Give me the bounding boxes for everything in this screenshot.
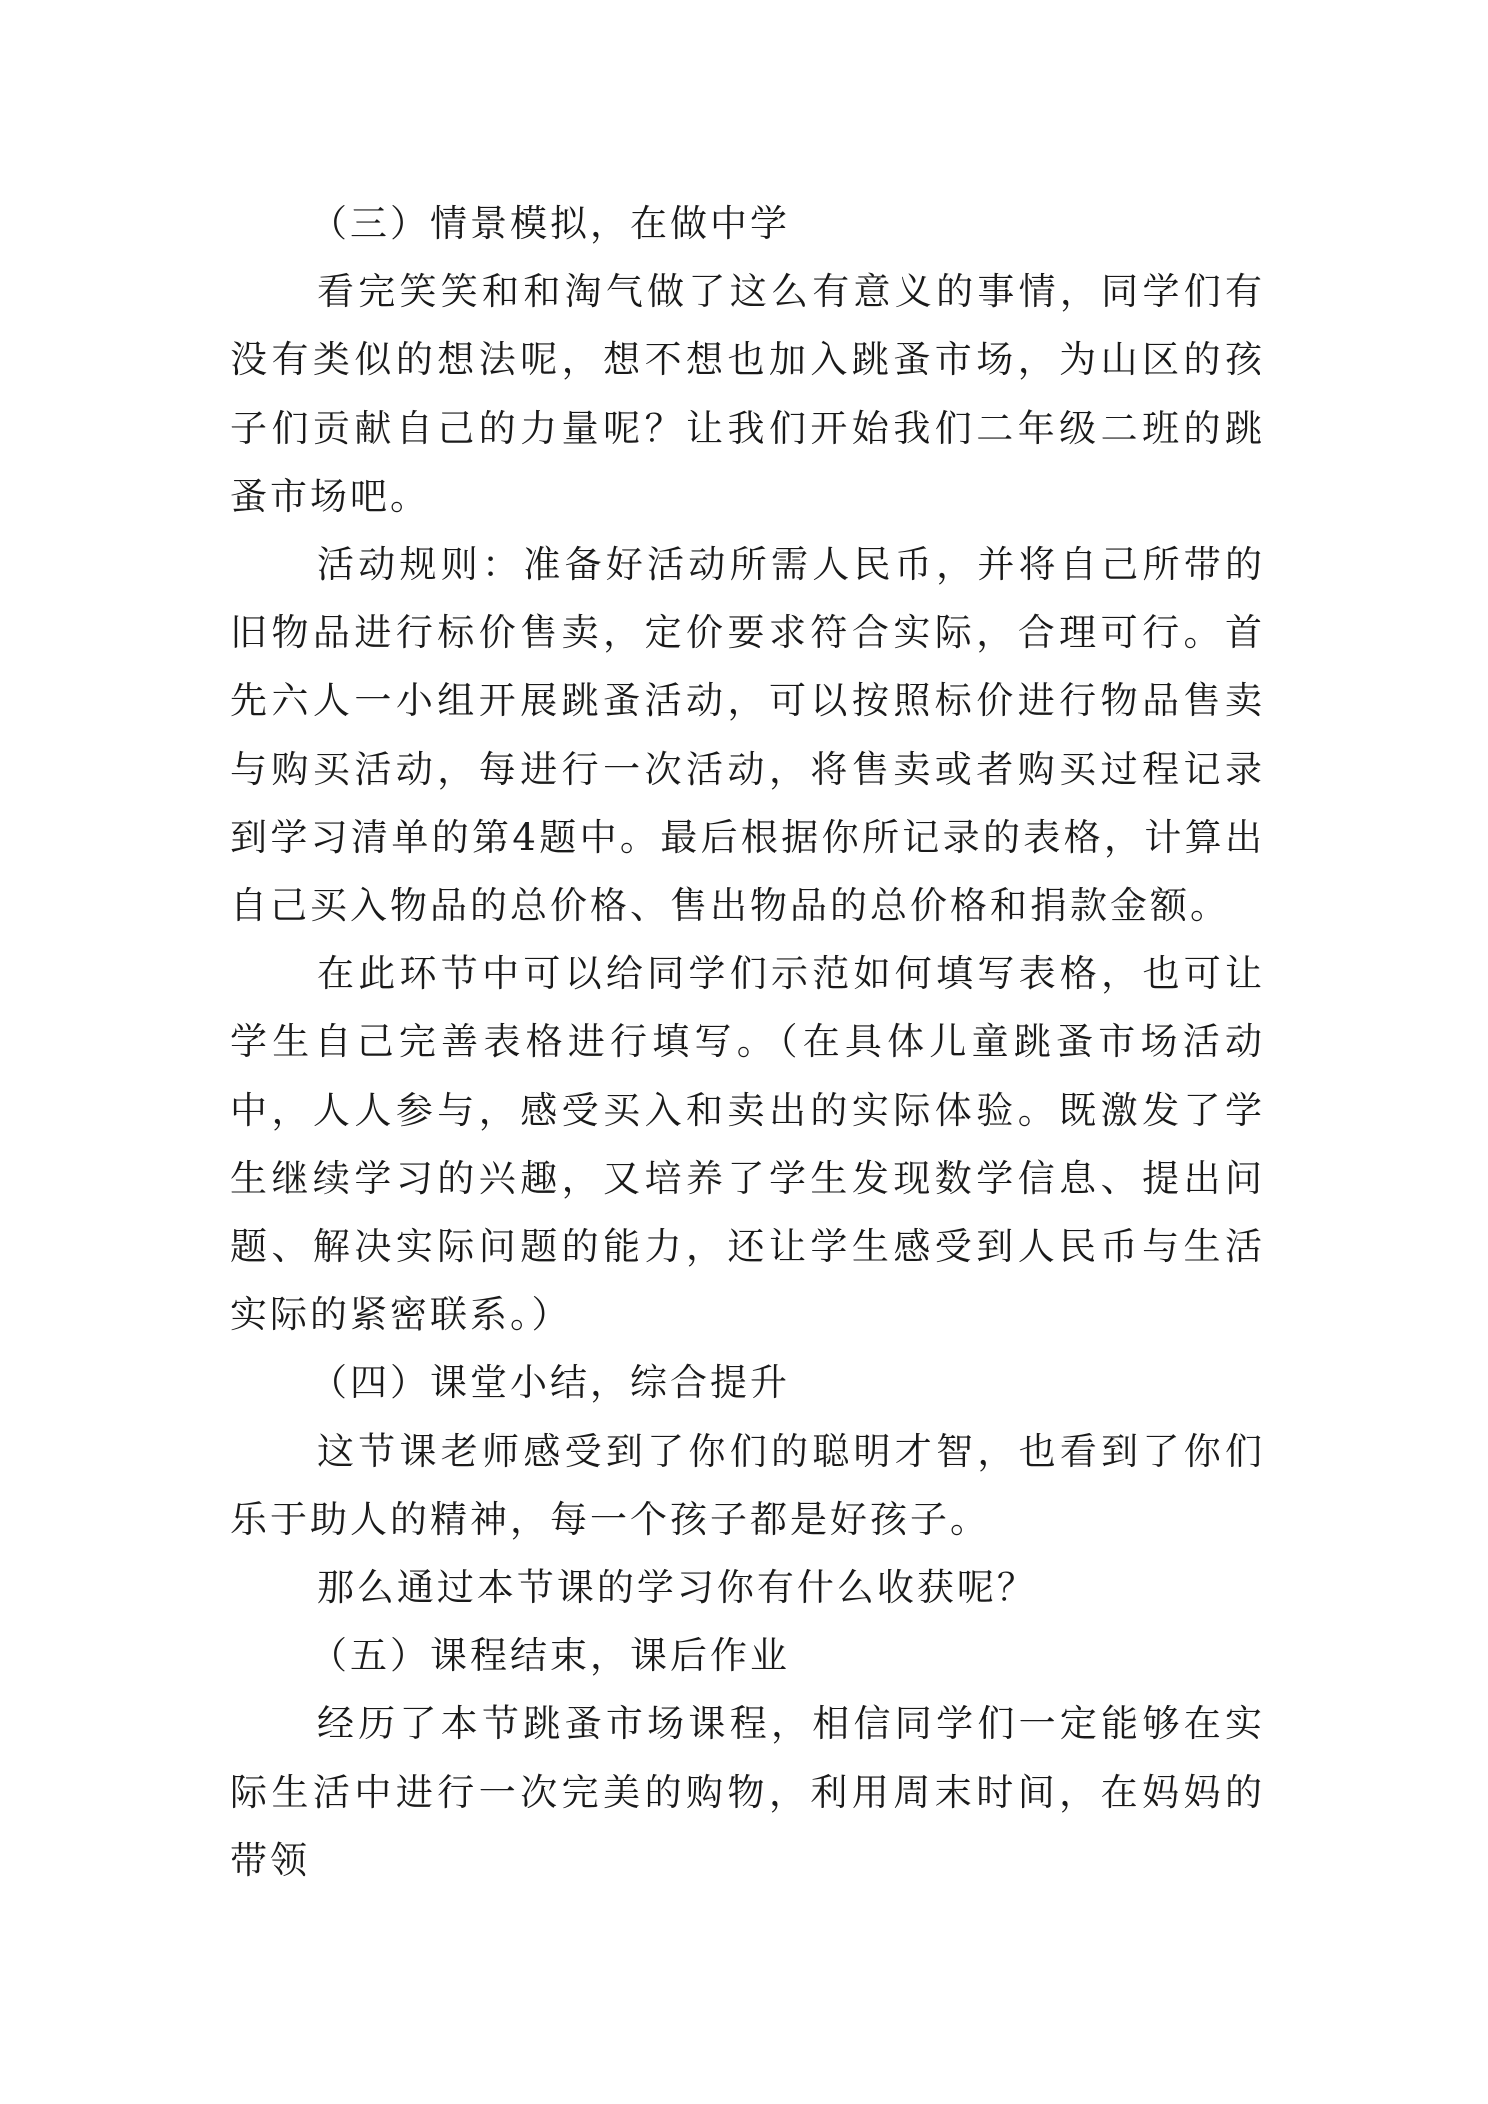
document-body — [230, 190, 1265, 1895]
paragraph-intro: 看完笑笑和和淘气做了这么有意义的事情，同学们有没有类似的想法呢，想不想也加入跳蚤市场，为山区的孩子们贡献自己的力量呢？让我们开始我们二年级二班的跳蚤市场吧。 — [230, 270, 1265, 518]
section-heading-5: （五）课程结束，课后作业 — [310, 1634, 790, 1678]
paragraph-activity-rules: 活动规则：准备好活动所需人民币，并将自己所带的旧物品进行标价售卖，定价要求符合实际，合理可行。首先六人一小组开展跳蚤活动，可以按照标价进行物品售卖与购买活动，每进行一次活动，将售卖或者购买过程记录到学习清单的第4题中。最后根据你所记录的表格，计算出自己买入物品的总价格、售出物品的总价格和捐款金额。 — [230, 543, 1265, 928]
paragraph-demonstration: 在此环节中可以给同学们示范如何填写表格，也可让学生自己完善表格进行填写。（在具体儿童跳蚤市场活动中，人人参与，感受买入和卖出的实际体验。既激发了学生继续学习的兴趣，又培养了学生发现数学信息、提出问题、解决实际问题的能力，还让学生感受到人民币与生活实际的紧密联系。） — [230, 952, 1265, 1337]
paragraph-question: 那么通过本节课的学习你有什么收获呢？ — [316, 1566, 1037, 1610]
paragraph-homework: 经历了本节跳蚤市场课程，相信同学们一定能够在实际生活中进行一次完美的购物，利用周末时间，在妈妈的带领 — [230, 1702, 1265, 1882]
section-heading-4: （四）课堂小结，综合提升 — [310, 1361, 790, 1405]
paragraph-summary: 这节课老师感受到了你们的聪明才智，也看到了你们乐于助人的精神，每一个孩子都是好孩子。 — [230, 1429, 1265, 1541]
section-heading-3: （三）情景模拟，在做中学 — [310, 202, 790, 245]
